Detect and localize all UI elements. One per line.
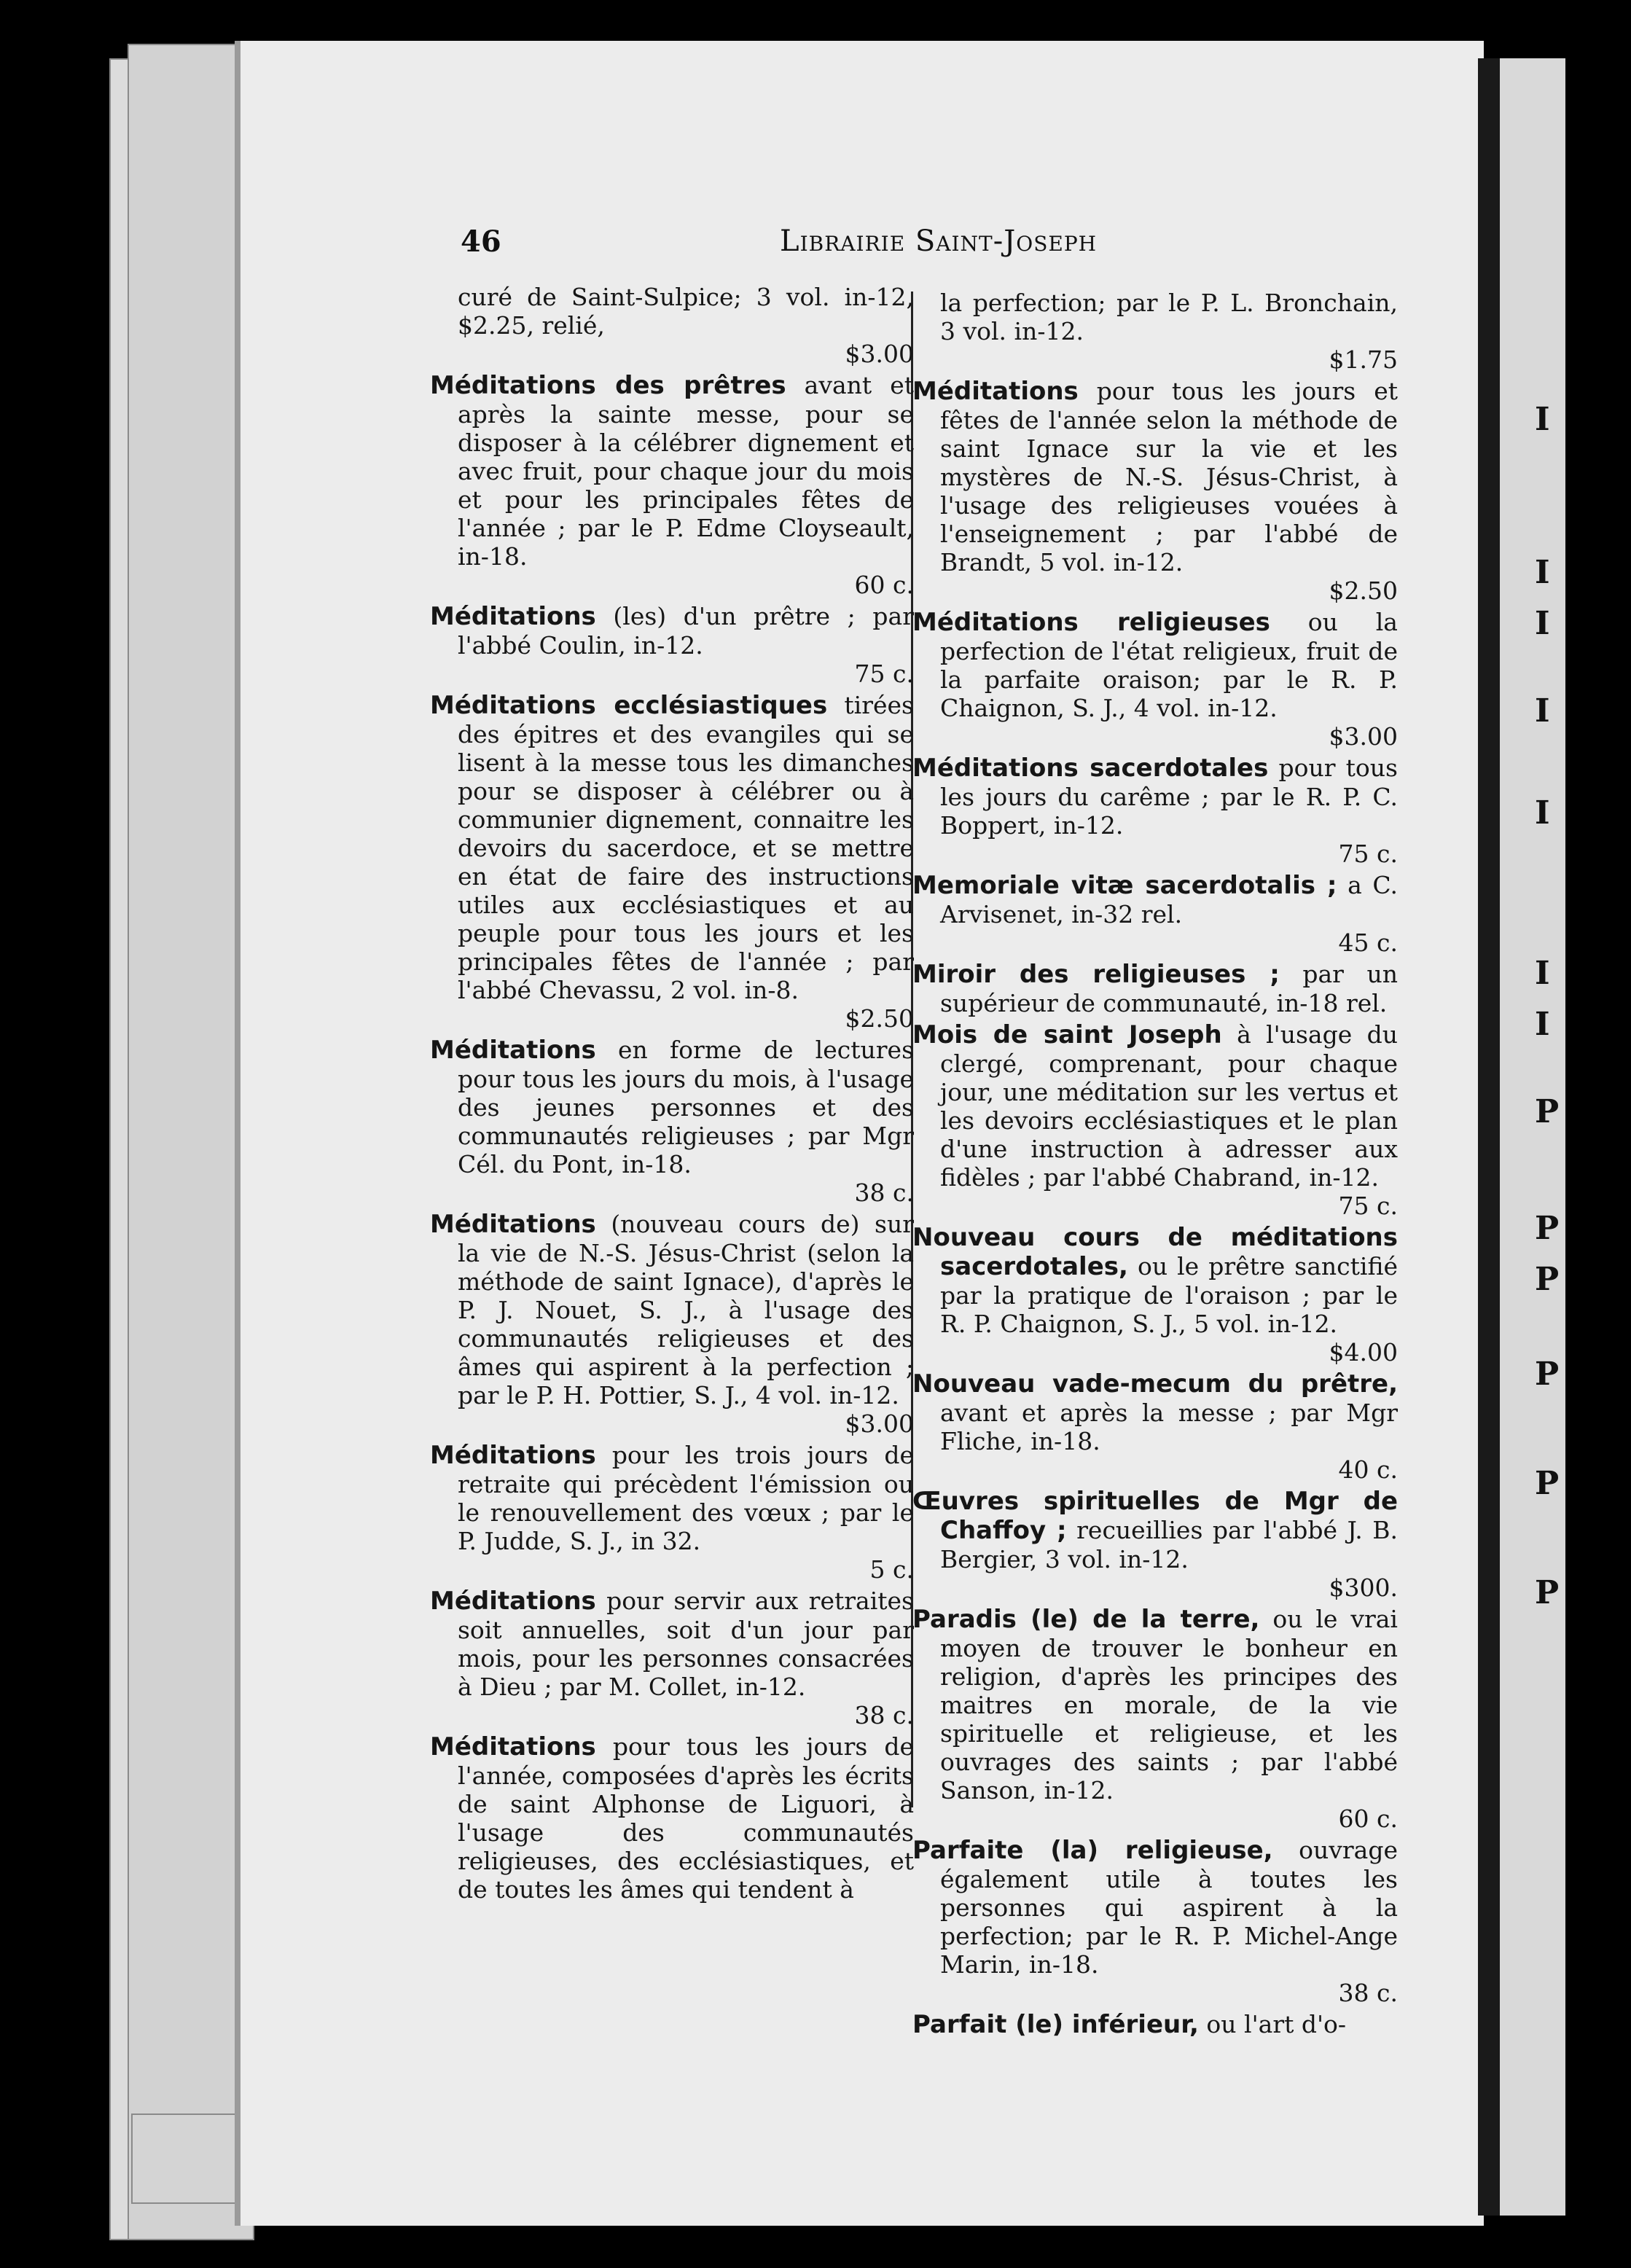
- entry-description: ou le prêtre sanctifié par la pratique de l'oraison ; par le R. P. Chaignon, S. J., 5 vol. in-12.: [940, 1252, 1398, 1338]
- entry-price: 38 c.: [854, 1178, 914, 1207]
- entry-title: Méditations: [430, 1441, 596, 1470]
- catalog-entry: [912, 1223, 1398, 1366]
- catalog-entry: [912, 1836, 1398, 2007]
- entry-title: Nouveau cours de méditations sacerdotales,: [912, 1223, 1398, 1281]
- entry-price: 40 c.: [1338, 1455, 1398, 1484]
- left-column: [430, 283, 914, 1907]
- entry-description: (les) d'un prêtre ; par l'abbé Coulin, in-12.: [458, 602, 914, 660]
- next-page-edge: [1478, 58, 1565, 2216]
- entry-description: à l'usage du clergé, comprenant, pour chaque jour, une méditation sur les vertus et les devoirs ecclésiastiques et le plan d'une instruction à adresser aux fidèles ; par l'abbé Chabrand, in-12.: [940, 1020, 1398, 1192]
- entry-description: pour tous les jours de l'année, composées d'après les écrits de saint Alphonse de Liguori, à l'usage des communautés religieuses, des ecclésiastiques, et de toutes les âmes qui tendent à: [458, 1732, 914, 1904]
- entry-price: $300.: [1329, 1573, 1398, 1602]
- edge-letter: I: [1535, 794, 1550, 832]
- edge-letter: P: [1535, 1261, 1560, 1298]
- entry-price: 5 c.: [869, 1555, 914, 1584]
- entry-price: 60 c.: [1338, 1804, 1398, 1833]
- page-gutter-shadow: [1478, 58, 1500, 2216]
- entry-price: $3.00: [845, 1409, 914, 1438]
- catalog-entry: [912, 377, 1398, 605]
- entry-title: Méditations: [430, 1210, 596, 1239]
- catalog-entry: [912, 2010, 1398, 2039]
- entry-price: $2.50: [845, 1004, 914, 1033]
- entry-title: Paradis (le) de la terre,: [912, 1605, 1260, 1634]
- catalog-entry: [912, 1020, 1398, 1220]
- entry-price: 75 c.: [1338, 840, 1398, 868]
- catalog-entry: [430, 602, 914, 688]
- catalog-entry: [912, 1369, 1398, 1484]
- entry-description: ou le vrai moyen de trouver le bonheur en religion, d'après les principes des maitres en morale, de la vie spirituelle et religieuse, et les ouvrages des saints ; par l'abbé Sanson, in-12.: [940, 1605, 1398, 1804]
- entry-description: en forme de lectures pour tous les jours du mois, à l'usage des jeunes personnes et des communautés religieuses ; par Mgr Cél. du Pont, in-18.: [458, 1036, 915, 1178]
- entry-price: $2.50: [1329, 576, 1398, 605]
- catalog-entry: [912, 608, 1398, 751]
- catalog-entry: [430, 1036, 914, 1207]
- entry-price: 45 c.: [1338, 928, 1398, 957]
- entry-price: $4.00: [1329, 1338, 1398, 1366]
- catalog-entry: [430, 371, 914, 599]
- edge-letter: I: [1535, 955, 1550, 992]
- entry-description: ouvrage également utile à toutes les personnes qui aspirent à la perfection; par le R. P. Michel-Ange Marin, in-18.: [940, 1836, 1398, 1979]
- entry-description: la perfection; par le P. L. Bronchain, 3 vol. in-12.: [940, 289, 1398, 345]
- catalog-entry: [912, 960, 1398, 1017]
- entry-description: pour tous les jours du carême ; par le R. P. C. Boppert, in-12.: [940, 754, 1398, 840]
- entry-price: $1.75: [1329, 345, 1398, 374]
- entry-price: $3.00: [845, 340, 914, 368]
- catalog-entry: [912, 871, 1398, 957]
- catalog-entry: [430, 691, 914, 1033]
- edge-letter: I: [1535, 554, 1550, 591]
- entry-description: pour tous les jours et fêtes de l'année selon la méthode de saint Ignace sur la vie et les mystères de N.-S. Jésus-Christ, à l'usage des religieuses vouées à l'enseignement ; par l'abbé de Brandt, 5 vol. in-12.: [940, 377, 1398, 576]
- entry-description: avant et après la sainte messe, pour se disposer à la célébrer dignement et avec fruit, pour chaque jour du mois et pour les principales fêtes de l'année ; par le P. Edme Cloyseault, in-18.: [458, 371, 914, 571]
- entry-price: 38 c.: [854, 1701, 914, 1729]
- entry-title: Parfait (le) inférieur,: [912, 2010, 1199, 2039]
- catalog-entry: [912, 289, 1398, 374]
- entry-title: Mois de saint Joseph: [912, 1020, 1222, 1049]
- entry-description: (nouveau cours de) sur la vie de N.-S. Jésus-Christ (selon la méthode de saint Ignace), d'après le P. J. Nouet, S. J., à l'usage des communautés religieuses et des âmes qui aspirent à la perfection ; par le P. H. Pottier, S. J., 4 vol. in-12.: [458, 1210, 914, 1409]
- entry-title: Méditations: [430, 1036, 596, 1065]
- catalog-entry: [430, 1210, 914, 1438]
- edge-letter: I: [1535, 1006, 1550, 1043]
- entry-title: Parfaite (la) religieuse,: [912, 1836, 1273, 1865]
- catalog-entry: [430, 1587, 914, 1729]
- entry-description: curé de Saint-Sulpice; 3 vol. in-12, $2.25, relié,: [458, 283, 914, 340]
- entry-title: Méditations: [430, 602, 596, 631]
- catalog-entry: [430, 1732, 914, 1904]
- entry-price: 75 c.: [1338, 1192, 1398, 1220]
- entry-price: $3.00: [1329, 722, 1398, 751]
- entry-description: ou la perfection de l'état religieux, fruit de la parfaite oraison; par le R. P. Chaignon, S. J., 4 vol. in-12.: [940, 608, 1398, 722]
- entry-description: a C. Arvisenet, in-32 rel.: [940, 871, 1398, 928]
- edge-letter: P: [1535, 1093, 1560, 1130]
- entry-description: avant et après la messe ; par Mgr Fliche, in-18.: [940, 1399, 1398, 1455]
- running-head: Librairie Saint-Joseph: [780, 224, 1098, 258]
- page-number: 46: [461, 224, 501, 259]
- entry-title: Méditations ecclésiastiques: [430, 691, 828, 720]
- entry-description: pour les trois jours de retraite qui précèdent l'émission ou le renouvellement des vœux ; par le P. Judde, S. J., in 32.: [458, 1441, 914, 1555]
- catalog-entry: [912, 754, 1398, 868]
- entry-title: Nouveau vade-mecum du prêtre,: [912, 1369, 1398, 1399]
- edge-letter: I: [1535, 401, 1550, 438]
- edge-letter: P: [1535, 1465, 1560, 1502]
- entry-description: pour servir aux retraites soit annuelles, soit d'un jour par mois, pour les personnes consacrées à Dieu ; par M. Collet, in-12.: [458, 1587, 914, 1701]
- edge-letter: I: [1535, 605, 1550, 642]
- entry-description: ou l'art d'o-: [1206, 2010, 1347, 2038]
- edge-letter: P: [1535, 1574, 1560, 1611]
- catalog-entry: [430, 1441, 914, 1584]
- entry-price: 75 c.: [854, 660, 914, 688]
- catalog-entry: [912, 1605, 1398, 1833]
- entry-title: Méditations religieuses: [912, 608, 1270, 637]
- entry-title: Miroir des religieuses ;: [912, 960, 1280, 989]
- entry-description: par un supérieur de communauté, in-18 rel.: [940, 960, 1398, 1017]
- entry-price: 38 c.: [1338, 1979, 1398, 2007]
- entry-title: Méditations: [430, 1732, 596, 1761]
- entry-title: Méditations sacerdotales: [912, 754, 1269, 783]
- entry-title: Memoriale vitæ sacerdotalis ;: [912, 871, 1337, 900]
- entry-title: Méditations: [912, 377, 1079, 406]
- page-header: [461, 224, 1386, 268]
- edge-letter: P: [1535, 1356, 1560, 1393]
- entry-title: Méditations des prêtres: [430, 371, 786, 400]
- entry-description: tirées des épitres et des evangiles qui se lisent à la messe tous les dimanches pour se disposer à célébrer ou à communier dignement, connaitre les devoirs du sacerdoce, et se mettre en état de faire des instructions utiles aux ecclésiastiques et au peuple pour tous les jours et les principales fêtes de l'année ; par l'abbé Chevassu, 2 vol. in-8.: [458, 691, 914, 1004]
- right-column: [912, 289, 1398, 2042]
- entry-title: Œuvres spirituelles de Mgr de Chaffoy ;: [912, 1487, 1398, 1545]
- entry-price: 60 c.: [854, 571, 914, 599]
- catalog-entry: [430, 283, 914, 368]
- catalog-entry: [912, 1487, 1398, 1602]
- edge-letter: I: [1535, 692, 1550, 730]
- entry-title: Méditations: [430, 1587, 596, 1616]
- entry-description: recueillies par l'abbé J. B. Bergier, 3 vol. in-12.: [940, 1516, 1398, 1573]
- edge-letter: P: [1535, 1210, 1560, 1247]
